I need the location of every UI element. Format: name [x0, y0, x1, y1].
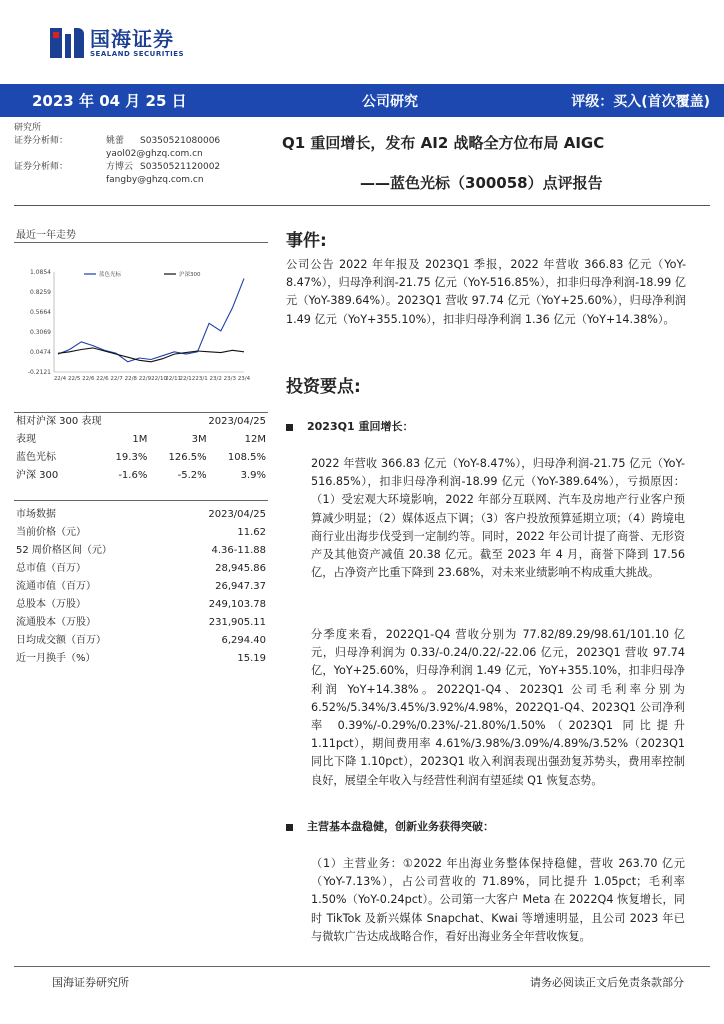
x-tick-label: 23/4 — [237, 376, 251, 382]
table-cell: 52 周价格区间（元） — [16, 545, 112, 556]
event-heading: 事件: — [286, 231, 327, 251]
bullet-2 — [286, 818, 494, 834]
analyst-name: 方博云 — [106, 162, 134, 172]
table-row — [16, 524, 266, 542]
table-cell: 28,945.86 — [215, 563, 266, 574]
analyst-id: S0350521120002 — [140, 162, 221, 172]
sealand-logo-icon — [50, 26, 84, 60]
table-cell: 流通市值（百万） — [16, 581, 96, 592]
report-rating: 评级：买入(首次覆盖) — [571, 94, 710, 110]
report-subtitle: ——蓝色光标（300058）点评报告 — [360, 174, 603, 192]
table-title: 相对沪深 300 表现 — [16, 416, 102, 427]
table-cell: 249,103.78 — [208, 599, 266, 610]
x-tick-label: 22/10 — [151, 376, 168, 382]
x-tick-label: 22/4 — [53, 376, 67, 382]
analyst-block — [14, 122, 220, 187]
col-header: 3M — [191, 434, 207, 445]
x-tick-label: 22/6 — [82, 376, 95, 382]
y-tick-label: 1.0854 — [30, 269, 51, 276]
col-header: 12M — [244, 434, 266, 445]
legend-label: 蓝色光标 — [99, 272, 122, 278]
table-cell: 流通股本（万股） — [16, 617, 96, 628]
bullet-text: 2023Q1 重回增长： — [307, 420, 414, 433]
bullet-1 — [286, 418, 413, 434]
table-cell: -5.2% — [177, 470, 207, 481]
x-tick-label: 22/7 — [110, 376, 123, 382]
table-row — [16, 596, 266, 614]
table-row — [16, 632, 266, 650]
table-title-row — [16, 413, 266, 431]
relative-performance-table — [16, 413, 266, 485]
invest-paragraph-1: 2022 年营收 366.83 亿元（YoY-8.47%），归母净利润-21.75 亿元（YoY-516.85%），扣非归母净利润-18.99 亿元（YoY-389.64%），亏损原因：（1）受宏观大环境影响，2022 年部分互联网、汽车及房地产行业客户预算减少明显；（2）媒体返点下调；（3）客户投放预算延期立项；（4）跨境电商行业出海步伐受到一定制约等。同时，2022 年公司计提了商誉、无形资产及其他资产减值 20.38 亿元。截至 2023 年 4 月，商誉下降到 17.56 亿，占净资产比重下降到 23.68%，对未来业绩影响不构成重大挑战。 — [311, 457, 685, 580]
analyst-name: 姚蕾 — [106, 136, 125, 146]
divider — [14, 242, 268, 243]
x-tick-label: 22/11 — [165, 376, 182, 382]
y-tick-label: 0.8259 — [30, 289, 51, 296]
x-tick-label: 23/1 — [195, 376, 208, 382]
col-header: 1M — [132, 434, 148, 445]
table-date: 2023/04/25 — [208, 509, 266, 520]
legend-label: 沪深300 — [179, 272, 201, 278]
table-cell: 蓝色光标 — [16, 452, 56, 463]
header-bar — [0, 84, 724, 117]
invest-paragraph-2: 分季度来看，2022Q1-Q4 营收分别为 77.82/89.29/98.61/101.10 亿元，归母净利润为 0.33/-0.24/0.22/-22.06 亿元，2023Q1 营收 97.74 亿，YoY+25.60%，归母净利润 1.49 亿元，YoY+355.10%，扣非归母净利润 YoY+14.38%。2022Q1-Q4、2023Q1 公司毛利率分别为 6.52%/5.34%/3.45%/3.92%/4.98%，2022Q1-Q4、2023Q1 公司净利率 0.39%/-0.29%/0.23%/-21.80%/1.50%（2023Q1 同比提升 1.11pct），期间费用率 4.61%/3.98%/3.09%/4.89%/3.52%（2023Q1 同比下降 1.10pct），2023Q1 收入利润表现出强劲复苏势头，费用率控制良好，展望全年收入与经营性利润有望延续 Q1 恢复态势。 — [311, 628, 685, 787]
chart-title: 最近一年走势 — [16, 230, 76, 241]
table-row — [16, 578, 266, 596]
table-header-row — [16, 431, 266, 449]
table-cell: 沪深 300 — [16, 470, 59, 481]
analyst-label: 证券分析师： — [14, 136, 69, 146]
x-tick-label: 22/5 — [67, 376, 81, 382]
x-tick-label: 22/8 — [124, 376, 137, 382]
analyst-id: S0350521080006 — [140, 136, 221, 146]
footer-right: 请务必阅读正文后免责条款部分 — [530, 976, 684, 989]
x-tick-label: 22/6 — [96, 376, 109, 382]
table-title-row — [16, 506, 266, 524]
table-row — [16, 650, 266, 668]
table-cell: 6,294.40 — [221, 635, 266, 646]
table-cell: 总股本（万股） — [16, 599, 86, 610]
analyst-1 — [14, 135, 220, 148]
table-cell: 总市值（百万） — [16, 563, 86, 574]
y-tick-label: 0.5664 — [30, 309, 51, 316]
report-category: 公司研究 — [362, 94, 418, 110]
y-tick-label: 0.0474 — [30, 349, 51, 356]
dept-label: 研究所 — [14, 123, 42, 133]
table-cell: -1.6% — [118, 470, 148, 481]
company-logo — [50, 26, 184, 60]
table-cell: 3.9% — [240, 470, 266, 481]
table-cell: 4.36-11.88 — [211, 545, 266, 556]
bullet-text: 主营基本盘稳健，创新业务获得突破： — [307, 820, 494, 833]
col-header: 表现 — [16, 434, 36, 445]
header-divider — [14, 205, 710, 206]
table-row — [16, 560, 266, 578]
table-date: 2023/04/25 — [208, 416, 266, 427]
logo-en-text: SEALAND SECURITIES — [90, 50, 185, 58]
event-paragraph: 公司公告 2022 年年报及 2023Q1 季报，2022 年营收 366.83 亿元（YoY-8.47%），归母净利润-21.75 亿元（YoY-516.85%），扣非归母净利润-18.99 亿元（YoY-389.64%）。2023Q1 营收 97.74 亿元（YoY+25.60%），归母净利润 1.49 亿元（YoY+355.10%），扣非归母净利润 1.36 亿元（YoY+14.38%）。 — [286, 258, 686, 326]
analyst-email[interactable]: yaol02@ghzq.com.cn — [106, 149, 203, 159]
table-cell: 日均成交额（百万） — [16, 635, 106, 646]
report-title: Q1 重回增长，发布 AI2 战略全方位布局 AIGC — [282, 134, 605, 152]
report-date: 2023 年 04 月 25 日 — [32, 92, 187, 110]
table-cell: 11.62 — [237, 527, 266, 538]
square-bullet-icon — [286, 424, 293, 431]
x-tick-label: 22/12 — [179, 376, 196, 382]
price-trend-chart — [14, 252, 268, 392]
market-data-table — [16, 506, 266, 668]
analyst-2 — [14, 161, 220, 174]
table-row — [16, 542, 266, 560]
analyst-label: 证券分析师： — [14, 162, 69, 172]
table-cell: 231,905.11 — [208, 617, 266, 628]
table-title: 市场数据 — [16, 509, 56, 520]
table-cell: 近一月换手（%） — [16, 653, 96, 664]
table-cell: 15.19 — [237, 653, 266, 664]
table-cell: 当前价格（元） — [16, 527, 86, 538]
table-cell: 108.5% — [227, 452, 266, 463]
x-tick-label: 23/3 — [223, 376, 237, 382]
invest-paragraph-3: （1）主营业务：①2022 年出海业务整体保持稳健，营收 263.70 亿元（YoY-7.13%），占公司营收的 71.89%，同比提升 1.05pct；毛利率 1.50%（YoY-0.24pct）。公司第一大客户 Meta 在 2022Q4 恢复增长，同时 TikTok 及新兴媒体 Snapchat、Kwai 等增速明显，且公司 2023 年已与微软广告达成战略合作，看好出海业务全年营收恢复。 — [311, 857, 685, 943]
table-cell: 126.5% — [168, 452, 207, 463]
x-tick-label: 23/2 — [209, 376, 222, 382]
x-tick-label: 22/9 — [138, 376, 152, 382]
table-cell: 19.3% — [115, 452, 148, 463]
divider — [14, 500, 268, 501]
footer-divider — [14, 966, 710, 967]
table-row — [16, 614, 266, 632]
y-tick-label: 0.3069 — [30, 329, 51, 336]
y-tick-label: -0.2121 — [27, 369, 51, 376]
logo-cn-text: 国海证券 — [90, 27, 174, 51]
invest-heading: 投资要点: — [286, 377, 361, 397]
table-row — [16, 449, 266, 467]
table-row — [16, 467, 266, 485]
analyst-email[interactable]: fangby@ghzq.com.cn — [106, 175, 204, 185]
table-cell: 26,947.37 — [215, 581, 266, 592]
footer-left: 国海证券研究所 — [52, 976, 129, 989]
square-bullet-icon — [286, 824, 293, 831]
